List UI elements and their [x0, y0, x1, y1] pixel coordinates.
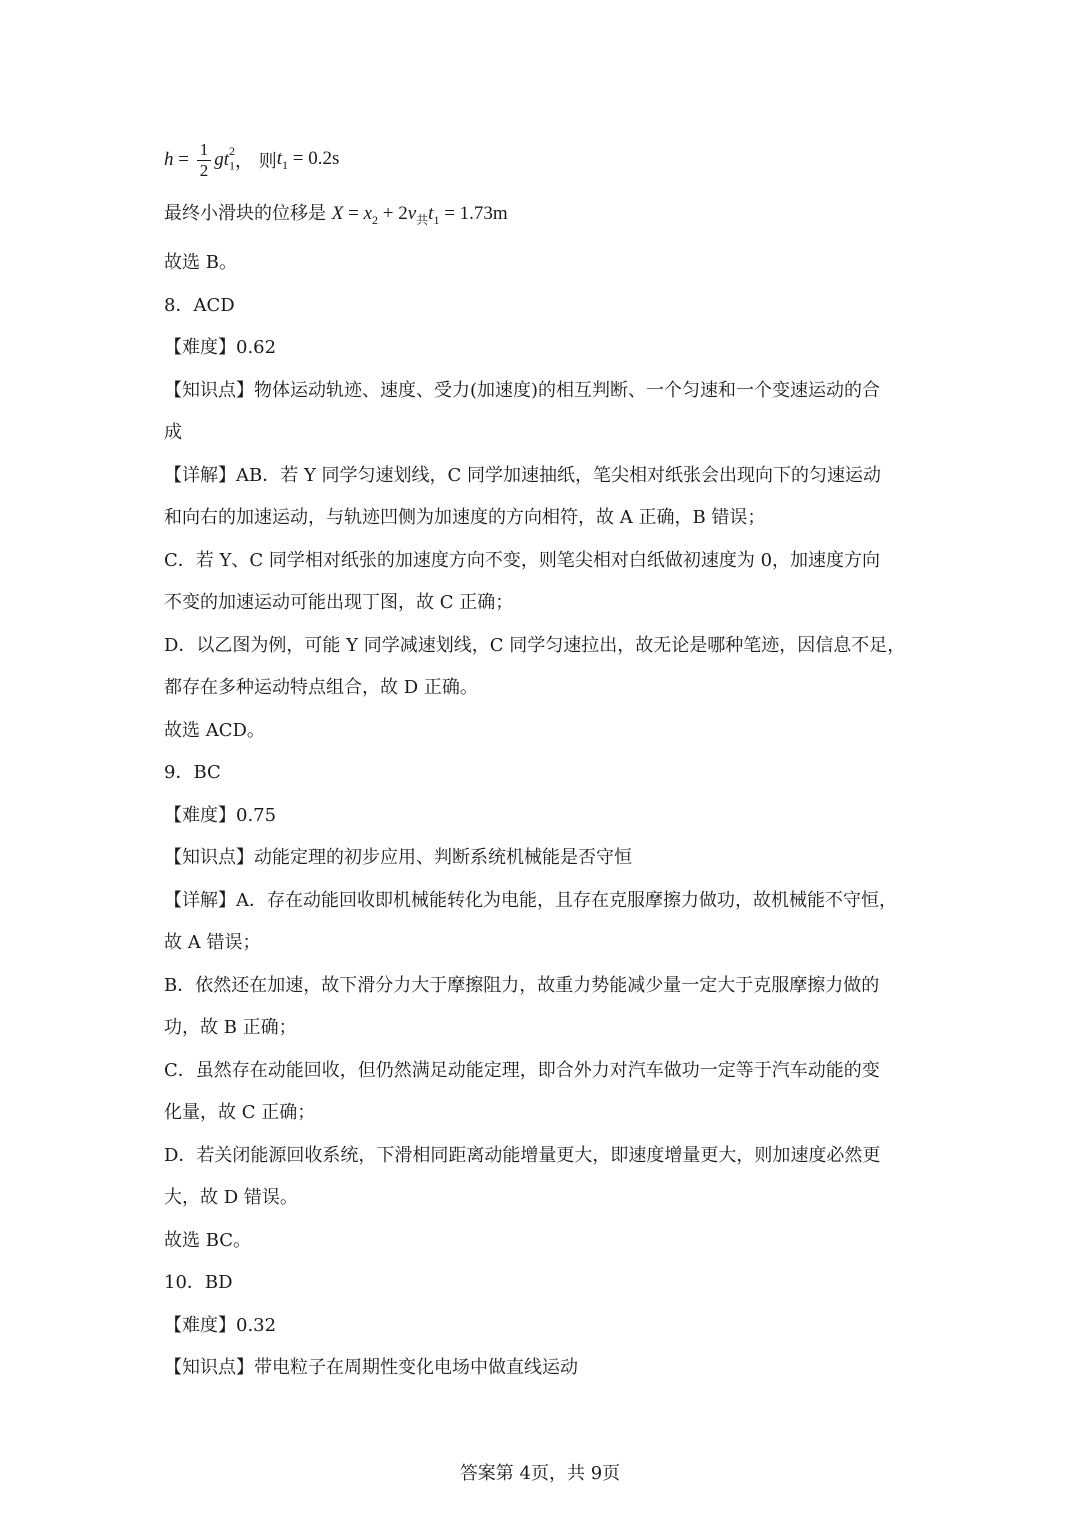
difficulty: 【难度】0.75: [164, 804, 277, 826]
text-line: 都存在多种运动特点组合，故 D 正确。: [164, 677, 478, 698]
text-line: 故 A 错误；: [164, 932, 261, 953]
answer-choice: 故选 BC。: [164, 1229, 252, 1251]
time-result: = 0.2s: [288, 147, 340, 169]
text-line: D．若关闭能源回收系统，下滑相同距离动能增量更大，即速度增量更大，则加速度必然更: [164, 1144, 881, 1166]
page-footer: 答案第 4页，共 9页: [459, 1463, 621, 1484]
text-line: 故选 B。: [164, 252, 237, 273]
difficulty: 【难度】0.32: [164, 1314, 277, 1336]
text-line: 不变的加速运动可能出现丁图，故 C 正确；: [164, 592, 514, 613]
explanation: 【详解】A．存在动能回收即机械能转化为电能，且存在克服摩擦力做功，故机械能不守恒，: [164, 889, 897, 911]
equation-free-fall: h = $\frac{1}{2}$ $gt_1^2$ ， 则 $t_1 = 0.2s$: [164, 139, 340, 180]
knowledge-point: 【知识点】物体运动轨迹、速度、受力(加速度)的相互判断、一个匀速和一个变速运动的合: [164, 379, 881, 401]
equation-separator: ， 则: [235, 151, 277, 172]
text-line: D．以乙图为例，可能 Y 同学减速划线，C 同学匀速拉出，故无论是哪种笔迹，因信息不足，: [164, 634, 906, 656]
difficulty: 【难度】0.62: [164, 337, 277, 358]
knowledge-point: 【知识点】带电粒子在周期性变化电场中做直线运动: [164, 1357, 578, 1378]
text-line: 化量，故 C 正确；: [164, 1102, 316, 1123]
text-line: 功，故 B 正确；: [164, 1017, 297, 1038]
text-line: 成: [164, 422, 182, 443]
answer-content: [164, 134, 924, 1390]
question-number: 8．ACD: [164, 294, 235, 316]
text-line: B．依然还在加速，故下滑分力大于摩擦阻力，故重力势能减少量一定大于克服摩擦力做的: [164, 974, 880, 996]
text-line: 和向右的加速运动，与轨迹凹侧为加速度的方向相符，故 A 正确，B 错误；: [164, 507, 766, 528]
text-line: C．若 Y、C 同学相对纸张的加速度方向不变，则笔尖相对白纸做初速度为 0，加速度方向: [164, 549, 881, 571]
answer-choice: 故选 ACD。: [164, 719, 265, 741]
displacement-result: = 1.73m: [439, 203, 508, 224]
explanation: 【详解】AB．若 Y 同学匀速划线，C 同学加速抽纸，笔尖相对纸张会出现向下的匀速运动: [164, 464, 882, 486]
text-line: 大，故 D 错误。: [164, 1187, 298, 1208]
question-number: 9．BC: [164, 762, 221, 783]
equation-displacement: 最终小滑块的位移是 $X = x_2 + 2v_共t_1 = 1.73m$: [164, 203, 508, 227]
var-h: h: [164, 148, 174, 170]
text-line: C．虽然存在动能回收，但仍然满足动能定理，即合外力对汽车做功一定等于汽车动能的变: [164, 1059, 880, 1081]
question-number: 10．BD: [164, 1272, 233, 1293]
fraction-half: $\frac{1}{2}$: [197, 140, 212, 181]
knowledge-point: 【知识点】动能定理的初步应用、判断系统机械能是否守恒: [164, 847, 632, 868]
